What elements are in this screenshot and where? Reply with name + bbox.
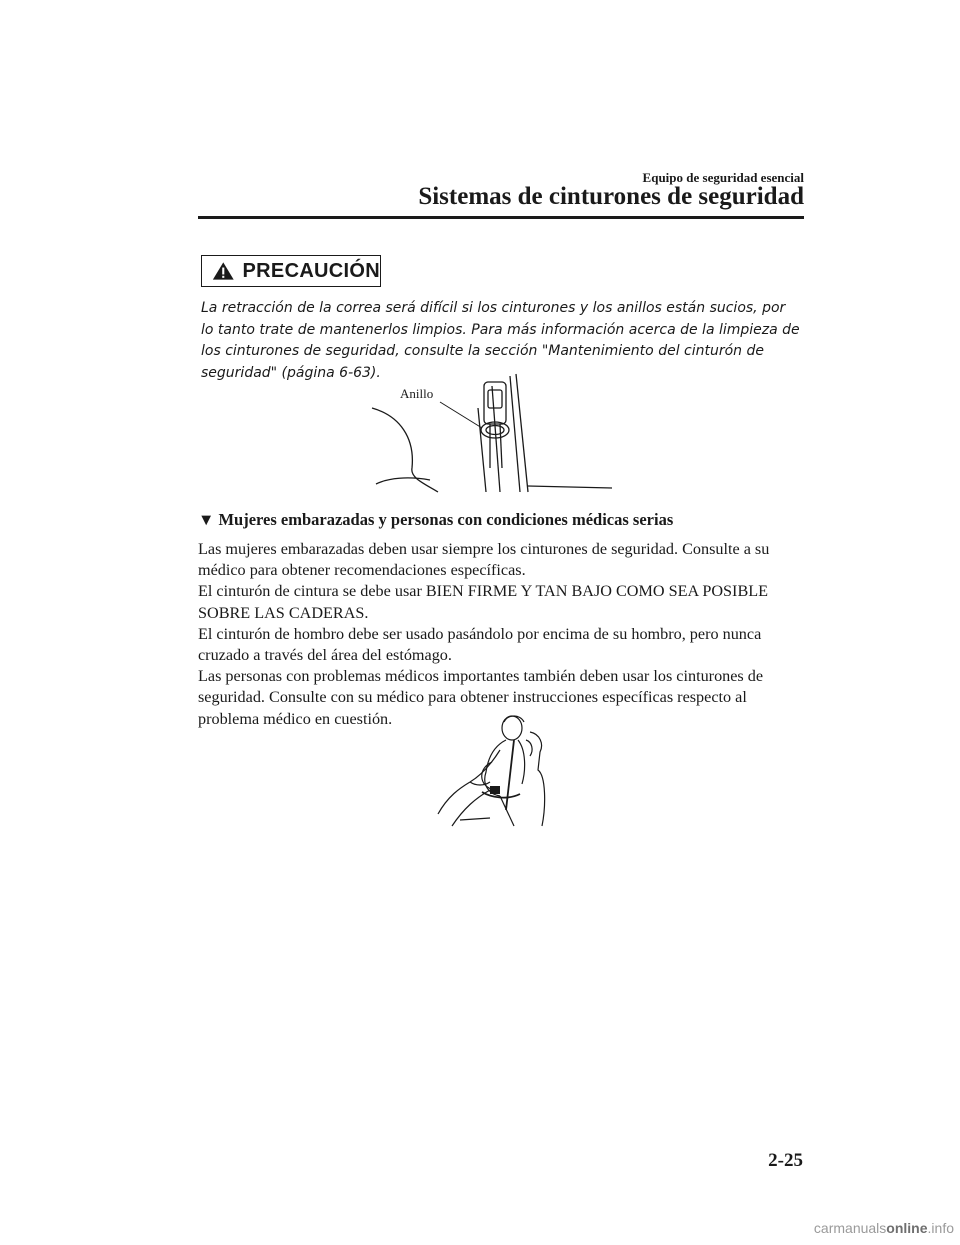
section-title: Sistemas de cinturones de seguridad [418, 183, 804, 210]
section-body [198, 539, 808, 730]
seatbelt-ring-illustration [360, 368, 620, 498]
caution-label: PRECAUCIÓN [242, 259, 380, 282]
body-paragraph: Las mujeres embarazadas deben usar siempre los cinturones de seguridad. Consulte a su médico para obtener recomendaciones específicas. [198, 540, 770, 580]
pregnant-woman-seatbelt-illustration [430, 710, 550, 830]
page-number: 2-25 [768, 1150, 803, 1171]
header-rule [198, 216, 804, 219]
watermark-suffix: .info [927, 1220, 954, 1236]
watermark-prefix: carmanuals [813, 1220, 887, 1236]
body-paragraph: Las personas con problemas médicos importantes también deben usar los cinturones de seguridad. Consulte con su médico para obtener instrucciones específicas respecto al problema médico en cuestión. [198, 667, 764, 728]
warning-icon [212, 260, 235, 282]
watermark-bold: online [886, 1220, 928, 1236]
body-paragraph: El cinturón de cintura se debe usar BIEN FIRME Y TAN BAJO COMO SEA POSIBLE SOBRE LAS CADERAS. [198, 582, 769, 622]
section-subtitle: Equipo de seguridad esencial [642, 170, 804, 185]
section-heading: ▼ Mujeres embarazadas y personas con condiciones médicas serias [198, 510, 674, 529]
watermark [814, 1220, 960, 1236]
ring-callout-label: Anillo [400, 386, 434, 401]
caution-text: La retracción de la correa será difícil si los cinturones y los anillos están sucios, por lo tanto trate de mantenerlos limpios. Para más información acerca de la limpieza de los cinturones de seguridad, consulte la sección "Mantenimiento del cinturón de seguridad" (página 6-63). [201, 300, 800, 381]
body-paragraph: El cinturón de hombro debe ser usado pasándolo por encima de su hombro, pero nunca cruzado a través del área del estómago. [198, 624, 762, 665]
caution-box [201, 255, 381, 287]
